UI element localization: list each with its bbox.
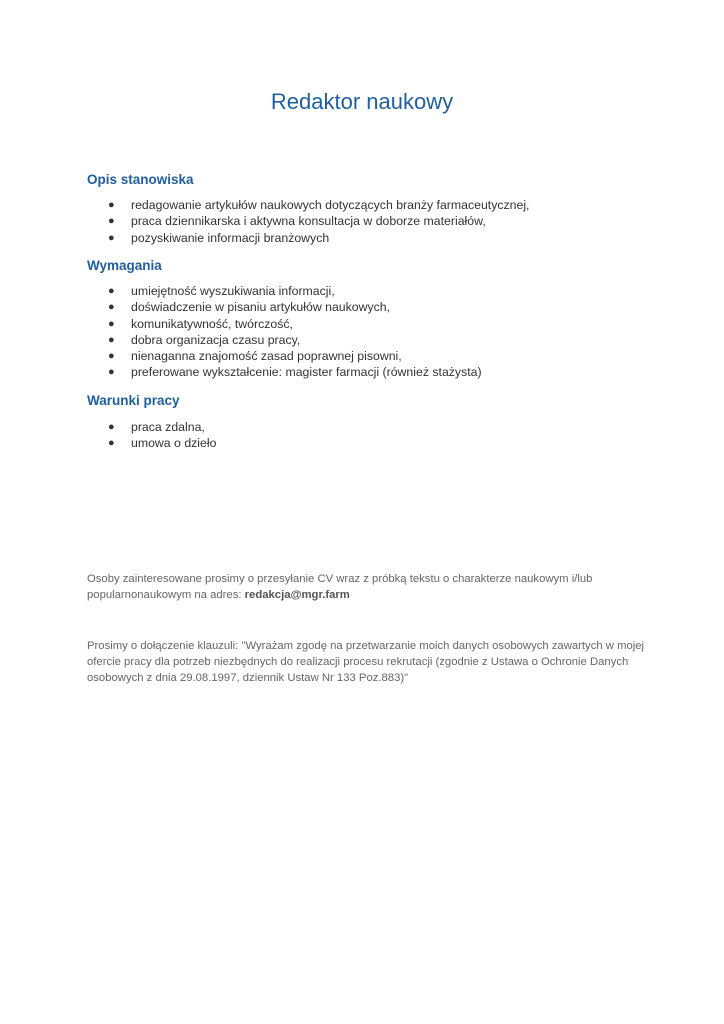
list-item xyxy=(108,435,216,451)
bullet-icon: ● xyxy=(108,199,115,211)
contact-text: Osoby zainteresowane prosimy o przesyłanie CV wraz z próbką tekstu o charakterze naukowym i/lub popularnonaukowym na adres: xyxy=(87,573,593,601)
list-item xyxy=(108,213,529,229)
list-item xyxy=(108,316,482,332)
bullet-icon: ● xyxy=(108,317,115,330)
bullet-icon: ● xyxy=(108,350,115,363)
section-heading-opis-stanowiska: Opis stanowiska xyxy=(87,172,194,187)
list-item xyxy=(108,419,216,435)
list-item xyxy=(108,283,482,299)
contact-email[interactable]: redakcja@mgr.farm xyxy=(244,589,350,601)
bullet-icon: ● xyxy=(108,421,115,433)
list-item-text: praca zdalna, xyxy=(131,420,205,434)
bullet-icon: ● xyxy=(108,285,115,297)
list-item xyxy=(108,197,529,213)
section-heading-wymagania: Wymagania xyxy=(87,258,162,273)
list-item-text: doświadczenie w pisaniu artykułów naukowych, xyxy=(131,300,391,315)
list-item-text: preferowane wykształcenie: magister farmacji (również stażysta) xyxy=(131,365,482,380)
bullet-list-warunki-pracy xyxy=(108,419,216,452)
consent-clause-paragraph: Prosimy o dołączenie klauzuli: "Wyrażam zgodę na przetwarzanie moich danych osobowych zawartych w mojej ofercie pracy dla potrzeb niezbędnych do realizacji procesu rekrutacji (zgodnie z Ustawa o Ochronie Danych osobowych z dnia 29.08.1997, dziennik Ustaw Nr 133 Poz.883)" xyxy=(87,640,645,684)
bullet-icon: ● xyxy=(108,437,115,450)
bullet-icon: ● xyxy=(108,231,115,244)
bullet-icon: ● xyxy=(108,333,115,346)
bullet-icon: ● xyxy=(108,215,115,228)
list-item-text: komunikatywność, twórczość, xyxy=(131,316,293,331)
list-item-text: praca dziennikarska i aktywna konsultacja w doborze materiałów, xyxy=(131,214,486,229)
contact-paragraph xyxy=(87,571,647,603)
list-item-text: pozyskiwanie informacji branżowych xyxy=(131,230,330,245)
section-heading-warunki-pracy: Warunki pracy xyxy=(87,393,180,408)
list-item xyxy=(108,230,529,246)
bullet-icon: ● xyxy=(108,366,115,379)
list-item-text: dobra organizacja czasu pracy, xyxy=(131,332,301,347)
list-item-text: umowa o dzieło xyxy=(131,436,217,451)
list-item xyxy=(108,332,482,348)
list-item xyxy=(108,299,482,315)
bullet-icon: ● xyxy=(108,301,115,314)
bullet-list-wymagania xyxy=(108,283,482,381)
list-item-text: redagowanie artykułów naukowych dotyczących branży farmaceutycznej, xyxy=(131,198,530,212)
bullet-list-opis-stanowiska xyxy=(108,197,529,246)
list-item-text: nienaganna znajomość zasad poprawnej pisowni, xyxy=(131,349,402,364)
list-item-text: umiejętność wyszukiwania informacji, xyxy=(131,284,335,298)
list-item xyxy=(108,348,482,364)
list-item xyxy=(108,364,482,380)
document-title: Redaktor naukowy xyxy=(270,89,454,114)
